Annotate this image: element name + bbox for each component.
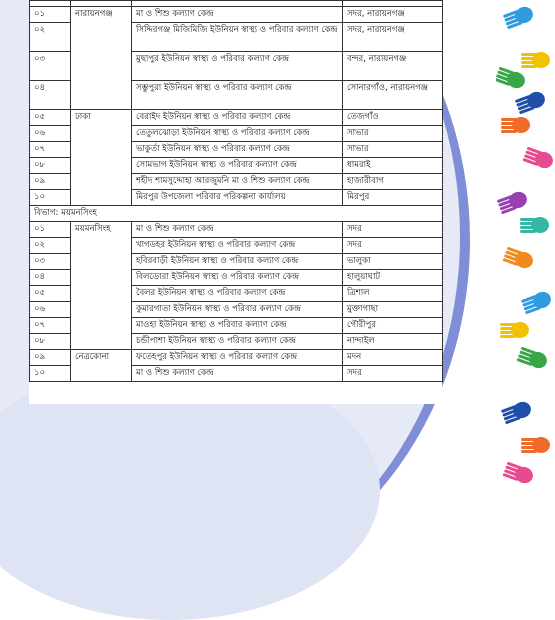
serial-cell: ০৪ bbox=[30, 81, 71, 110]
serial-cell: ১০ bbox=[30, 190, 71, 206]
center-name-cell: খাগডহর ইউনিয়ন স্বাস্থ্য ও পরিবার কল্যাণ কেন্দ্র bbox=[132, 238, 343, 254]
table-row bbox=[30, 254, 443, 270]
serial-cell: ০১ bbox=[30, 222, 71, 238]
hand-shape bbox=[502, 4, 535, 29]
district-cell bbox=[71, 190, 132, 206]
center-name-cell: শহীদ শামসুদ্দোহা আরজুমনি মা ও শিশু কল্যাণ কেন্দ্র bbox=[132, 174, 343, 190]
hand-shape bbox=[522, 146, 555, 171]
center-name-cell: তেতুলঝোড়া ইউনিয়ন স্বাস্থ্য ও পরিবার কল্যাণ কেন্দ্র bbox=[132, 126, 343, 142]
upazila-cell: নান্দাইল bbox=[343, 334, 443, 350]
table-row bbox=[30, 366, 443, 382]
serial-cell: ০৬ bbox=[30, 126, 71, 142]
upazila-cell: ধামরাই bbox=[343, 158, 443, 174]
district-cell bbox=[71, 302, 132, 318]
upazila-cell: তেজগাঁও bbox=[343, 110, 443, 126]
district-cell bbox=[71, 254, 132, 270]
center-name-cell: মা ও শিশু কল্যাণ কেন্দ্র bbox=[132, 222, 343, 238]
serial-cell: ০৪ bbox=[30, 270, 71, 286]
table-row bbox=[30, 238, 443, 254]
hand-shape bbox=[502, 246, 535, 271]
center-name-cell: বেরাইদ ইউনিয়ন স্বাস্থ্য ও পরিবার কল্যাণ কেন্দ্র bbox=[132, 110, 343, 126]
upazila-cell: সদর bbox=[343, 238, 443, 254]
center-name-cell: মা ও শিশু কল্যাণ কেন্দ্র bbox=[132, 7, 343, 23]
upazila-cell: মদন bbox=[343, 350, 443, 366]
serial-cell: ১০ bbox=[30, 366, 71, 382]
hand-shape bbox=[521, 52, 550, 68]
upazila-cell: সদর bbox=[343, 366, 443, 382]
table-row bbox=[30, 190, 443, 206]
colorful-hands-decoration bbox=[496, 0, 555, 500]
center-name-cell: কুমারগাতা ইউনিয়ন স্বাস্থ্য ও পরিবার কল্যাণ কেন্দ্র bbox=[132, 302, 343, 318]
center-name-cell: মুছাপুর ইউনিয়ন স্বাস্থ্য ও পরিবার কল্যাণ কেন্দ্র bbox=[132, 52, 343, 81]
serial-cell: ০২ bbox=[30, 238, 71, 254]
table-row bbox=[30, 7, 443, 23]
center-name-cell: সোমভাগ ইউনিয়ন স্বাস্থ্য ও পরিবার কল্যাণ কেন্দ্র bbox=[132, 158, 343, 174]
center-name-cell: মাওহা ইউনিয়ন স্বাস্থ্য ও পরিবার কল্যাণ কেন্দ্র bbox=[132, 318, 343, 334]
serial-cell: ০৬ bbox=[30, 302, 71, 318]
district-cell bbox=[71, 366, 132, 382]
hand-shape bbox=[521, 437, 550, 453]
serial-cell: ০৭ bbox=[30, 142, 71, 158]
division-row bbox=[30, 206, 443, 222]
table-row bbox=[30, 318, 443, 334]
district-cell bbox=[71, 286, 132, 302]
center-name-cell: মা ও শিশু কল্যাণ কেন্দ্র bbox=[132, 366, 343, 382]
district-cell: নেত্রকোনা bbox=[71, 350, 132, 366]
district-cell bbox=[71, 158, 132, 174]
district-cell bbox=[71, 238, 132, 254]
table-row bbox=[30, 302, 443, 318]
table-row bbox=[30, 81, 443, 110]
table-row bbox=[30, 158, 443, 174]
center-name-cell: ভাকুর্তা ইউনিয়ন স্বাস্থ্য ও পরিবার কল্যাণ কেন্দ্র bbox=[132, 142, 343, 158]
center-name-cell: হবিরবাড়ী ইউনিয়ন স্বাস্থ্য ও পরিবার কল্যাণ কেন্দ্র bbox=[132, 254, 343, 270]
center-name-cell: বিলডোরা ইউনিয়ন স্বাস্থ্য ও পরিবার কল্যাণ কেন্দ্র bbox=[132, 270, 343, 286]
hand-shape bbox=[514, 89, 547, 114]
table-row bbox=[30, 110, 443, 126]
table-row bbox=[30, 222, 443, 238]
hand-shape bbox=[520, 217, 549, 233]
serial-cell: ০৯ bbox=[30, 174, 71, 190]
serial-cell: ০৮ bbox=[30, 158, 71, 174]
serial-cell: ০৩ bbox=[30, 254, 71, 270]
serial-cell: ০৫ bbox=[30, 286, 71, 302]
district-cell: ময়মনসিংহ bbox=[71, 222, 132, 238]
table-row bbox=[30, 174, 443, 190]
table-row bbox=[30, 126, 443, 142]
district-cell bbox=[71, 318, 132, 334]
district-cell: নারায়নগঞ্জ bbox=[71, 7, 132, 23]
center-name-cell: বৈলর ইউনিয়ন স্বাস্থ্য ও পরিবার কল্যাণ কেন্দ্র bbox=[132, 286, 343, 302]
district-cell bbox=[71, 126, 132, 142]
hand-shape bbox=[520, 289, 553, 314]
hand-shape bbox=[496, 66, 527, 91]
center-list-table-wrap bbox=[29, 0, 442, 404]
upazila-cell: ত্রিশাল bbox=[343, 286, 443, 302]
serial-cell: ০১ bbox=[30, 7, 71, 23]
upazila-cell: সাভার bbox=[343, 142, 443, 158]
upazila-cell: সোনারগাঁও, নারায়নগঞ্জ bbox=[343, 81, 443, 110]
hand-shape bbox=[500, 399, 533, 424]
upazila-cell: মিরপুর bbox=[343, 190, 443, 206]
district-cell bbox=[71, 334, 132, 350]
upazila-cell: গৌরীপুর bbox=[343, 318, 443, 334]
district-cell bbox=[71, 142, 132, 158]
table-row bbox=[30, 52, 443, 81]
serial-cell: ০২ bbox=[30, 23, 71, 52]
serial-cell: ০৮ bbox=[30, 334, 71, 350]
table-row bbox=[30, 286, 443, 302]
center-name-cell: সিদ্দিরগঞ্জ মিজিমিজি ইউনিয়ন স্বাস্থ্য ও পরিবার কল্যাণ কেন্দ্র bbox=[132, 23, 343, 52]
upazila-cell: সাভার bbox=[343, 126, 443, 142]
district-cell bbox=[71, 174, 132, 190]
table-row bbox=[30, 350, 443, 366]
serial-cell: ০৩ bbox=[30, 52, 71, 81]
district-cell bbox=[71, 52, 132, 81]
table-row bbox=[30, 334, 443, 350]
upazila-cell: সদর, নারায়নগঞ্জ bbox=[343, 23, 443, 52]
hand-shape bbox=[500, 322, 529, 338]
serial-cell: ০৯ bbox=[30, 350, 71, 366]
serial-cell: ০৭ bbox=[30, 318, 71, 334]
division-label: বিভাগ: ময়মনসিংহ bbox=[30, 206, 443, 222]
district-cell bbox=[71, 23, 132, 52]
center-name-cell: মিরপুর উপজেলা পরিবার পরিকল্পনা কার্যালয় bbox=[132, 190, 343, 206]
upazila-cell: সদর bbox=[343, 222, 443, 238]
table-row bbox=[30, 23, 443, 52]
center-list-table bbox=[29, 0, 443, 382]
table-row bbox=[30, 142, 443, 158]
district-cell: ঢাকা bbox=[71, 110, 132, 126]
hand-shape bbox=[516, 346, 549, 371]
upazila-cell: বন্দর, নারায়নগঞ্জ bbox=[343, 52, 443, 81]
hand-shape bbox=[502, 461, 535, 486]
upazila-cell: হালুয়াঘাট bbox=[343, 270, 443, 286]
upazila-cell: ভালুকা bbox=[343, 254, 443, 270]
center-name-cell: ফতেহপুর ইউনিয়ন স্বাস্থ্য ও পরিবার কল্যাণ কেন্দ্র bbox=[132, 350, 343, 366]
upazila-cell: মুক্তাগাছা bbox=[343, 302, 443, 318]
upazila-cell: হাজারীবাগ bbox=[343, 174, 443, 190]
district-cell bbox=[71, 270, 132, 286]
center-name-cell: চন্ডীপাশা ইউনিয়ন স্বাস্থ্য ও পরিবার কল্যাণ কেন্দ্র bbox=[132, 334, 343, 350]
upazila-cell: সদর, নারায়নগঞ্জ bbox=[343, 7, 443, 23]
table-row bbox=[30, 270, 443, 286]
hand-shape bbox=[501, 117, 530, 133]
district-cell bbox=[71, 81, 132, 110]
center-name-cell: সম্ভুপুরা ইউনিয়ন স্বাস্থ্য ও পরিবার কল্যাণ কেন্দ্র bbox=[132, 81, 343, 110]
serial-cell: ০৫ bbox=[30, 110, 71, 126]
hand-shape bbox=[496, 189, 529, 214]
